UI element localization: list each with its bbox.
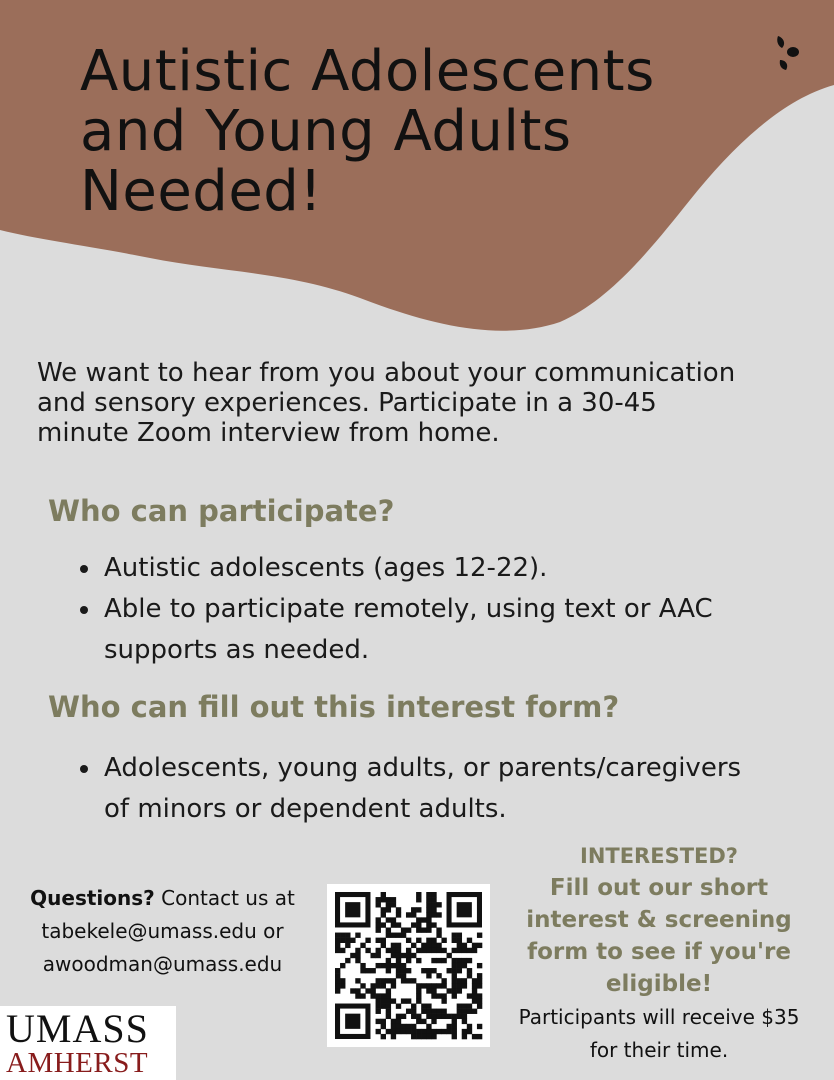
email-link-awoodman[interactable]: awoodman@umass.edu [42,952,283,976]
intro-line: minute Zoom interview from home. [37,418,500,448]
intro-line: and sensory experiences. Participate in a 30-45 [37,388,657,418]
logo-amherst-text: AMHERST [6,1047,149,1079]
intro-line: We want to hear from you about your communication [37,358,736,388]
participant-criteria-list [78,548,818,671]
callout-line: Fill out our short [549,875,769,901]
intro-text [37,358,807,448]
callout-line: form to see if you're [527,939,791,965]
list-item-line: Able to participate remotely, using text or AAC [104,594,713,624]
list-item [78,548,818,589]
callout-line: interest & screening [526,907,792,933]
page-title [80,39,770,224]
title-line: and Young Adults [80,99,572,164]
form-eligibility-list [78,748,818,830]
who-can-fill-form-heading: Who can fill out this interest form? [48,690,620,724]
payment-line: for their time. [589,1038,729,1062]
contact-info [10,882,315,981]
list-item-line: supports as needed. [104,635,370,665]
logo-umass-text: UMASS [6,1006,149,1051]
interested-heading: INTERESTED? [580,844,738,868]
who-can-participate-heading: Who can participate? [48,494,395,528]
drops-icon [770,30,810,80]
list-item-line: Autistic adolescents (ages 12-22). [104,553,548,583]
list-item-line: of minors or dependent adults. [104,794,507,824]
qr-code-icon[interactable] [327,884,490,1047]
title-line: Autistic Adolescents [80,39,655,104]
umass-amherst-logo [0,1006,176,1080]
email-link-tabekele[interactable]: tabekele@umass.edu or [41,919,284,943]
title-line: Needed! [80,159,323,224]
list-item-line: Adolescents, young adults, or parents/caregivers [104,753,742,783]
interested-callout [500,840,818,1066]
questions-label: Questions? [30,886,155,910]
contact-line [10,882,315,915]
callout-line: eligible! [605,971,713,997]
contact-text: Contact us at [154,886,295,910]
list-item [78,748,818,830]
list-item [78,589,818,671]
payment-line: Participants will receive $35 [518,1005,800,1029]
